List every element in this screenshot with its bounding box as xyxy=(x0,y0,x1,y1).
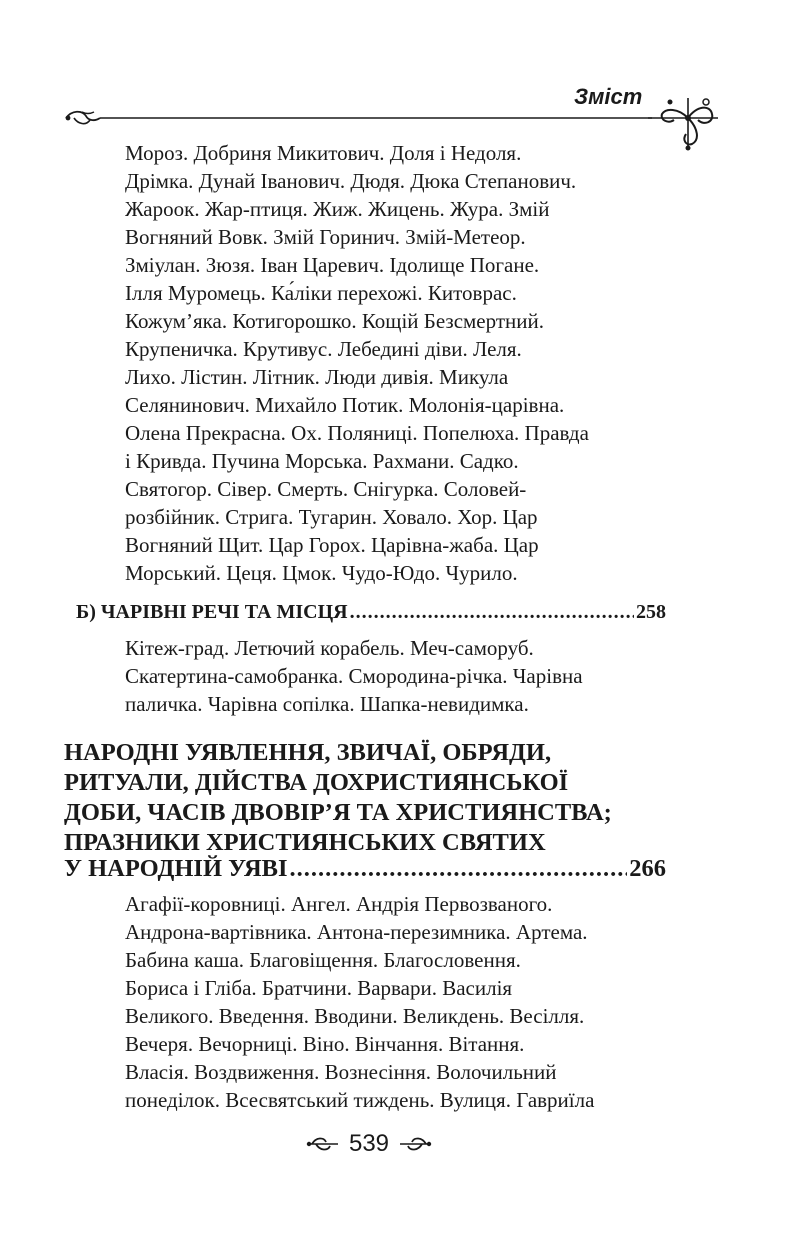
entry-line: розбійник. Стрига. Тугарин. Ховало. Хор. Цар xyxy=(125,505,538,529)
section-heading-line: РИТУАЛИ, ДІЙСТВА ДОХРИСТИЯНСЬКОЇ xyxy=(64,769,569,796)
entries-top-block xyxy=(125,139,645,587)
entry-line: Ілля Муромець. Ка́лiки перехожі. Китоврас. xyxy=(125,281,517,305)
entry-line: Олена Прекрасна. Ох. Поляниці. Попелюха. Правда xyxy=(125,421,589,445)
toc-leader-dots xyxy=(350,601,634,624)
entry-line: Святогор. Сівер. Смерть. Снігурка. Соловей- xyxy=(125,477,527,501)
entries-sub-block xyxy=(125,634,645,718)
toc-subsection-row[interactable] xyxy=(76,601,666,624)
toc-section-row[interactable] xyxy=(64,855,666,883)
entry-line: Морський. Цеця. Цмок. Чудо-Юдо. Чурило. xyxy=(125,561,518,585)
entry-line: Вогняний Щит. Цар Горох. Царівна-жаба. Цар xyxy=(125,533,539,557)
entry-line: Андрона-вартівника. Антона-перезимника. Артема. xyxy=(125,920,588,944)
entry-line: Бориса і Гліба. Братчини. Варвари. Василія xyxy=(125,976,513,1000)
header-rule-ornament xyxy=(60,110,660,126)
entry-line: Зміулан. Зюзя. Іван Царевич. Ідолище Погане. xyxy=(125,253,540,277)
entries-bottom-block xyxy=(125,890,645,1114)
toc-leader-dots xyxy=(290,855,628,883)
entry-line: паличка. Чарівна сопілка. Шапка-невидимка. xyxy=(125,692,529,716)
section-heading xyxy=(64,738,674,858)
entry-line: Вогняний Вовк. Змій Горинич. Змій-Метеор. xyxy=(125,225,526,249)
section-heading-line: ПРАЗНИКИ ХРИСТИЯНСЬКИХ СВЯТИХ xyxy=(64,829,546,856)
entry-line: Жароок. Жар-птиця. Жиж. Жицень. Жура. Змій xyxy=(125,197,550,221)
entry-line: Дрімка. Дунай Іванович. Дюдя. Дюка Степанович. xyxy=(125,169,577,193)
page-footer xyxy=(306,1130,432,1160)
toc-subsection-page: 258 xyxy=(636,601,666,623)
entry-line: Мороз. Добриня Микитович. Доля і Недоля. xyxy=(125,141,522,165)
toc-section-last-line: У НАРОДНІЙ УЯВІ xyxy=(64,855,288,882)
entry-line: Власія. Воздвиження. Вознесіння. Волочильний xyxy=(125,1060,557,1084)
running-header-title: Зміст xyxy=(574,84,643,109)
footer-ornament-right-icon xyxy=(398,1136,432,1152)
entry-line: Агафії-коровниці. Ангел. Андрія Первозваного. xyxy=(125,892,553,916)
section-heading-line: НАРОДНІ УЯВЛЕННЯ, ЗВИЧАЇ, ОБРЯДИ, xyxy=(64,739,552,766)
page-number: 539 xyxy=(348,1130,390,1157)
entry-line: Вечеря. Вечорниці. Віно. Вінчання. Вітання. xyxy=(125,1032,525,1056)
entry-line: понеділок. Всесвятський тиждень. Вулиця. Гавриїла xyxy=(125,1088,595,1112)
entry-line: Селянинович. Михайло Потик. Молонія-царівна. xyxy=(125,393,565,417)
entry-line: Кожум’яка. Котигорошко. Кощій Безсмертний. xyxy=(125,309,544,333)
section-heading-line: ДОБИ, ЧАСІВ ДВОВІР’Я ТА ХРИСТИЯНСТВА; xyxy=(64,799,612,826)
entry-line: Великого. Введення. Вводини. Великдень. Весілля. xyxy=(125,1004,585,1028)
entry-line: Лихо. Лістин. Літник. Люди дивія. Микула xyxy=(125,365,509,389)
toc-section-page: 266 xyxy=(629,855,666,882)
entry-line: Скатертина-самобранка. Смородина-річка. Чарівна xyxy=(125,664,583,688)
entry-line: Кітеж-град. Летючий корабель. Меч-саморуб. xyxy=(125,636,534,660)
toc-subsection-label: Б) ЧАРІВНІ РЕЧІ ТА МІСЦЯ xyxy=(76,601,348,623)
entry-line: і Кривда. Пучина Морська. Рахмани. Садко. xyxy=(125,449,519,473)
entry-line: Крупеничка. Крутивус. Лебедині діви. Леля. xyxy=(125,337,522,361)
corner-ornament-icon xyxy=(648,94,718,154)
entry-line: Бабина каша. Благовіщення. Благословення. xyxy=(125,948,521,972)
